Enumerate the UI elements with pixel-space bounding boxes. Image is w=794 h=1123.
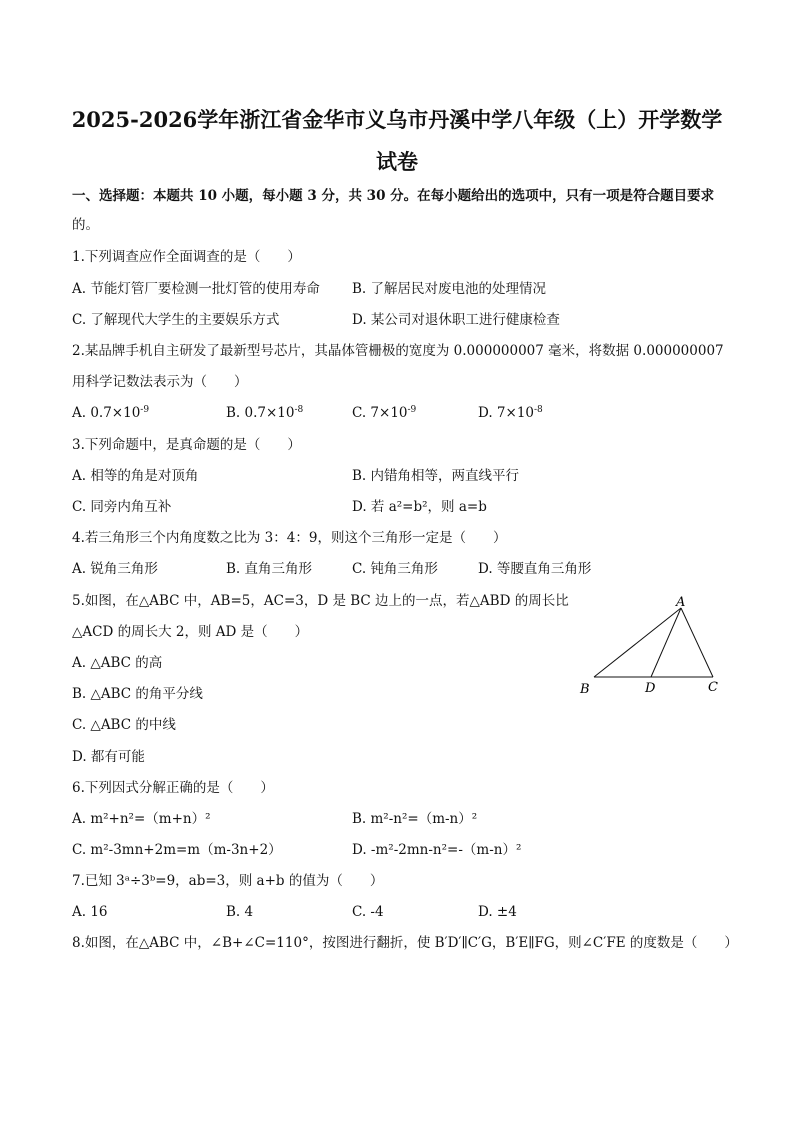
page-title: 2025-2026学年浙江省金华市义乌市丹溪中学八年级（上）开学数学 (71, 107, 723, 132)
question-4-option-b: B. 直角三角形 (226, 561, 313, 577)
question-7-option-c: C. -4 (352, 904, 384, 920)
segment-ad (651, 608, 681, 677)
question-6-option-a: A. m²+n²=（m+n）² (72, 811, 211, 827)
question-2-option-a: A. $0.7\times 10^{-9}$ (72, 405, 150, 421)
question-3-option-c: C. 同旁内角互补 (72, 499, 172, 515)
question-1-stem: 1.下列调查应作全面调查的是（ ） (72, 249, 301, 265)
question-5-option-b: B. △ABC 的角平分线 (72, 686, 203, 702)
page-title-continued: 试卷 (376, 149, 418, 174)
question-7-stem: 7.已知 3ᵃ÷3ᵇ=9，ab=3，则 a+b 的值为（ ） (72, 873, 384, 889)
question-3-option-a: A. 相等的角是对顶角 (72, 468, 199, 484)
question-4-option-d: D. 等腰直角三角形 (478, 561, 592, 577)
question-1-option-a: A. 节能灯管厂要检测一批灯管的使用寿命 (72, 281, 320, 297)
triangle-figure (570, 590, 730, 700)
segment-ab (594, 608, 681, 677)
question-3-option-b: B. 内错角相等，两直线平行 (352, 468, 520, 484)
question-5-option-d: D. 都有可能 (72, 749, 145, 765)
question-5-stem-continued: △ACD 的周长大 2，则 AD 是（ ） (72, 624, 309, 640)
question-5-stem: 5.如图，在△ABC 中，AB=5，AC=3，D 是 BC 边上的一点，若△ABD 的周长比 (72, 593, 569, 609)
question-4-stem: 4.若三角形三个内角度数之比为 3：4：9，则这个三角形一定是（ ） (72, 530, 507, 546)
question-5-option-a: A. △ABC 的高 (72, 655, 163, 671)
question-6-stem: 6.下列因式分解正确的是（ ） (72, 780, 274, 796)
question-1-option-c: C. 了解现代大学生的主要娱乐方式 (72, 312, 280, 328)
question-4-option-a: A. 锐角三角形 (72, 561, 158, 577)
question-7-option-b: B. 4 (226, 904, 254, 920)
vertex-label-c: C (708, 680, 718, 695)
question-7-option-a: A. 16 (72, 904, 108, 920)
question-1-option-b: B. 了解居民对废电池的处理情况 (352, 281, 547, 297)
question-4-option-c: C. 钝角三角形 (352, 561, 438, 577)
vertex-label-a: A (676, 595, 686, 610)
question-2-option-b: B. $0.7\times 10^{-8}$ (226, 405, 304, 421)
question-6-option-c: C. m²-3mn+2m=m（m-3n+2） (72, 842, 282, 858)
question-8-stem: 8.如图，在△ABC 中，∠B+∠C=110°，按图进行翻折，使 B′D′∥C′G，B′E∥FG，则∠C′FE 的度数是（ ） (72, 935, 738, 951)
question-2-option-c: C. $7\times 10^{-9}$ (352, 405, 417, 421)
section-instructions-continued: 的。 (72, 217, 99, 233)
question-2-stem-continued: 用科学记数法表示为（ ） (72, 374, 248, 390)
question-3-stem: 3.下列命题中，是真命题的是（ ） (72, 437, 301, 453)
question-5-option-c: C. △ABC 的中线 (72, 717, 176, 733)
question-6-option-b: B. m²-n²=（m-n）² (352, 811, 478, 827)
question-2-stem: 2.某品牌手机自主研发了最新型号芯片，其晶体管栅极的宽度为 0.000000007 毫米，将数据 0.000000007 (72, 343, 724, 359)
vertex-label-d: D (645, 681, 656, 696)
vertex-label-b: B (580, 682, 590, 697)
question-7-option-d: D. ±4 (478, 904, 517, 920)
question-2-option-d: D. $7\times 10^{-8}$ (478, 405, 543, 421)
question-3-option-d: D. 若 a²=b²，则 a=b (352, 499, 487, 515)
segment-ac (681, 608, 713, 677)
question-6-option-d: D. -m²-2mn-n²=-（m-n）² (352, 842, 522, 858)
question-1-option-d: D. 某公司对退休职工进行健康检查 (352, 312, 560, 328)
section-instructions: 一、选择题：本题共 10 小题，每小题 3 分，共 30 分。在每小题给出的选项中，只有一项是符合题目要求 (72, 188, 715, 204)
